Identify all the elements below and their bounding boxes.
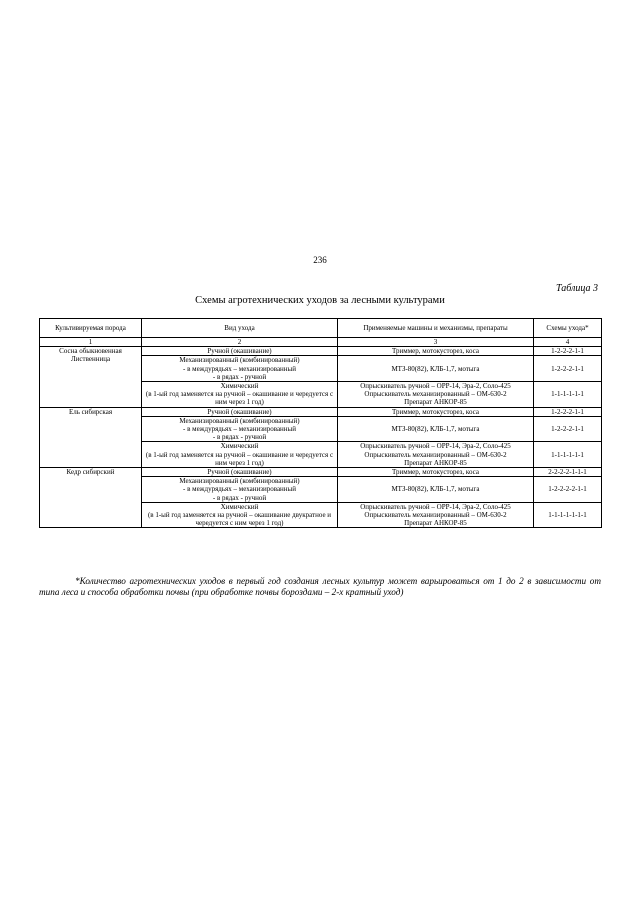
scheme-cell: 1-2-2-2-1-1: [534, 407, 602, 416]
care-type-cell: Химический (в 1-ый год заменяется на ручной – окашивание двукратное и чередуется с ним через 1 год): [142, 502, 338, 528]
scheme-cell: 1-2-2-2-2-1-1: [534, 477, 602, 503]
column-number: 1: [40, 338, 142, 347]
care-type-cell: Механизированный (комбинированный) - в междурядьях – механизированный - в рядах - ручной: [142, 416, 338, 442]
species-cell: Ель сибирская: [40, 407, 142, 467]
table-row: [40, 468, 602, 477]
table-footnote: *Количество агротехнических уходов в первый год создания лесных культур может варьироваться от 1 до 2 в зависимости от типа леса и способа обработки почвы (при обработке почвы бороздами – 2-х кратный уход): [39, 576, 601, 598]
care-schemes-table: [39, 318, 602, 528]
column-number: 3: [338, 338, 534, 347]
machines-cell: МТЗ-80(82), КЛБ-1,7, мотыга: [338, 416, 534, 442]
header-machines: Применяемые машины и механизмы, препараты: [338, 319, 534, 338]
scheme-cell: 1-1-1-1-1-1: [534, 382, 602, 408]
scheme-cell: 1-1-1-1-1-1-1: [534, 502, 602, 528]
table-title: Схемы агротехнических уходов за лесными культурами: [195, 295, 445, 306]
column-numbers-row: [40, 338, 602, 347]
header-care-type: Вид ухода: [142, 319, 338, 338]
machines-cell: МТЗ-80(82), КЛБ-1,7, мотыга: [338, 477, 534, 503]
machines-cell: Опрыскиватель ручной – ОРР-14, Эра-2, Соло-425 Опрыскиватель механизированный – ОМ-630-2 Препарат АНКОР-85: [338, 502, 534, 528]
machines-cell: Триммер, мотокусторез, коса: [338, 347, 534, 356]
table-row: [40, 407, 602, 416]
care-type-cell: Ручной (окашивание): [142, 468, 338, 477]
header-species: Культивируемая порода: [40, 319, 142, 338]
machines-cell: МТЗ-80(82), КЛБ-1,7, мотыга: [338, 356, 534, 382]
column-number: 4: [534, 338, 602, 347]
care-type-cell: Химический (в 1-ый год заменяется на ручной – окашивание и чередуется с ним через 1 год): [142, 442, 338, 468]
scheme-cell: 2-2-2-2-1-1-1: [534, 468, 602, 477]
care-type-cell: Ручной (окашивание): [142, 407, 338, 416]
table-label: Таблица 3: [556, 283, 598, 294]
table-header-row: [40, 319, 602, 338]
header-scheme: Схемы ухода*: [534, 319, 602, 338]
scheme-cell: 1-2-2-2-1-1: [534, 416, 602, 442]
machines-cell: Опрыскиватель ручной – ОРР-14, Эра-2, Соло-425 Опрыскиватель механизированный – ОМ-630-2 Препарат АНКОР-85: [338, 382, 534, 408]
care-type-cell: Ручной (окашивание): [142, 347, 338, 356]
scheme-cell: 1-2-2-2-1-1: [534, 347, 602, 356]
machines-cell: Опрыскиватель ручной – ОРР-14, Эра-2, Соло-425 Опрыскиватель механизированный – ОМ-630-2 Препарат АНКОР-85: [338, 442, 534, 468]
care-type-cell: Механизированный (комбинированный) - в междурядьях – механизированный - в рядах - ручной: [142, 356, 338, 382]
scheme-cell: 1-1-1-1-1-1: [534, 442, 602, 468]
species-cell: Сосна обыкновенная Лиственница: [40, 347, 142, 407]
care-type-cell: Механизированный (комбинированный) - в междурядьях – механизированный - в рядах - ручной: [142, 477, 338, 503]
page-number: 236: [313, 255, 327, 265]
species-cell: Кедр сибирский: [40, 468, 142, 528]
table-row: [40, 347, 602, 356]
machines-cell: Триммер, мотокусторез, коса: [338, 407, 534, 416]
care-type-cell: Химический (в 1-ый год заменяется на ручной – окашивание и чередуется с ним через 1 год): [142, 382, 338, 408]
machines-cell: Триммер, мотокусторез, коса: [338, 468, 534, 477]
scheme-cell: 1-2-2-2-1-1: [534, 356, 602, 382]
column-number: 2: [142, 338, 338, 347]
